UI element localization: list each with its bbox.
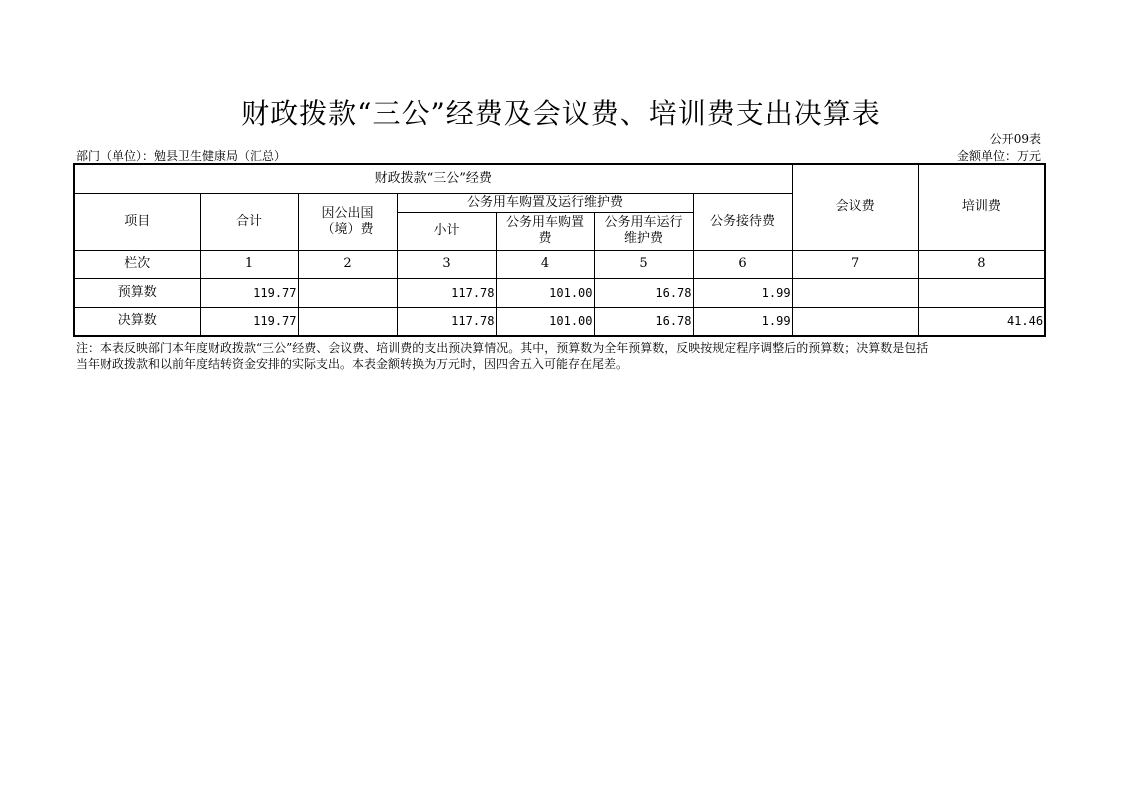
col-number-cell: 6 (693, 250, 792, 278)
header-sangong: 财政拨款“三公”经费 (74, 164, 792, 193)
row-label: 决算数 (74, 307, 200, 336)
row-label: 预算数 (74, 278, 200, 307)
header-training: 培训费 (918, 164, 1045, 250)
header-car-group: 公务用车购置及运行维护费 (397, 193, 693, 212)
table-cell: 101.00 (496, 278, 594, 307)
form-number: 公开09表 (989, 132, 1041, 146)
table-cell (792, 307, 918, 336)
col-number-cell: 1 (200, 250, 298, 278)
table-cell (298, 307, 397, 336)
header-car-run (594, 212, 693, 250)
table-cell (298, 278, 397, 307)
header-item: 项目 (74, 193, 200, 250)
table-cell: 41.46 (918, 307, 1045, 336)
row-label: 栏次 (74, 250, 200, 278)
table-cell: 16.78 (594, 307, 693, 336)
table-cell: 117.78 (397, 278, 496, 307)
col-number-cell: 2 (298, 250, 397, 278)
col-number-cell: 8 (918, 250, 1045, 278)
table-cell: 1.99 (693, 307, 792, 336)
header-car-run-line2: 维护费 (623, 231, 663, 246)
page-title: 财政拨款“三公”经费及会议费、培训费支出决算表 (241, 97, 881, 130)
header-car-buy-line1: 公务用车购置 (505, 215, 584, 230)
header-subtotal: 小计 (397, 212, 496, 250)
table-cell: 1.99 (693, 278, 792, 307)
header-meeting: 会议费 (792, 164, 918, 250)
amount-unit-label: 金额单位：万元 (956, 149, 1041, 163)
header-car-buy (496, 212, 594, 250)
table-cell: 119.77 (200, 278, 298, 307)
department-label: 部门（单位）：勉县卫生健康局（汇总） (76, 149, 287, 163)
header-car-run-line1: 公务用车运行 (604, 215, 683, 230)
header-abroad-line1: 因公出国 (321, 205, 374, 221)
table-cell: 119.77 (200, 307, 298, 336)
table-cell (792, 278, 918, 307)
col-number-cell: 7 (792, 250, 918, 278)
col-number-cell: 3 (397, 250, 496, 278)
col-number-cell: 5 (594, 250, 693, 278)
header-abroad-line2: （境）费 (321, 221, 374, 237)
table-cell (918, 278, 1045, 307)
header-abroad (298, 193, 397, 250)
expenditure-table (73, 163, 1046, 337)
table-cell: 101.00 (496, 307, 594, 336)
table-note (76, 340, 1046, 372)
header-car-buy-line2: 费 (538, 231, 552, 246)
table-cell: 117.78 (397, 307, 496, 336)
table-cell: 16.78 (594, 278, 693, 307)
note-line-2: 当年财政拨款和以前年度结转资金安排的实际支出。本表金额转换为万元时，因四舍五入可能存在尾差。 (76, 357, 629, 371)
header-total: 合计 (200, 193, 298, 250)
header-reception: 公务接待费 (693, 193, 792, 250)
col-number-cell: 4 (496, 250, 594, 278)
note-line-1: 注：本表反映部门本年度财政拨款“三公”经费、会议费、培训费的支出预决算情况。其中，预算数为全年预算数，反映按规定程序调整后的预算数；决算数是包括 (76, 341, 929, 355)
